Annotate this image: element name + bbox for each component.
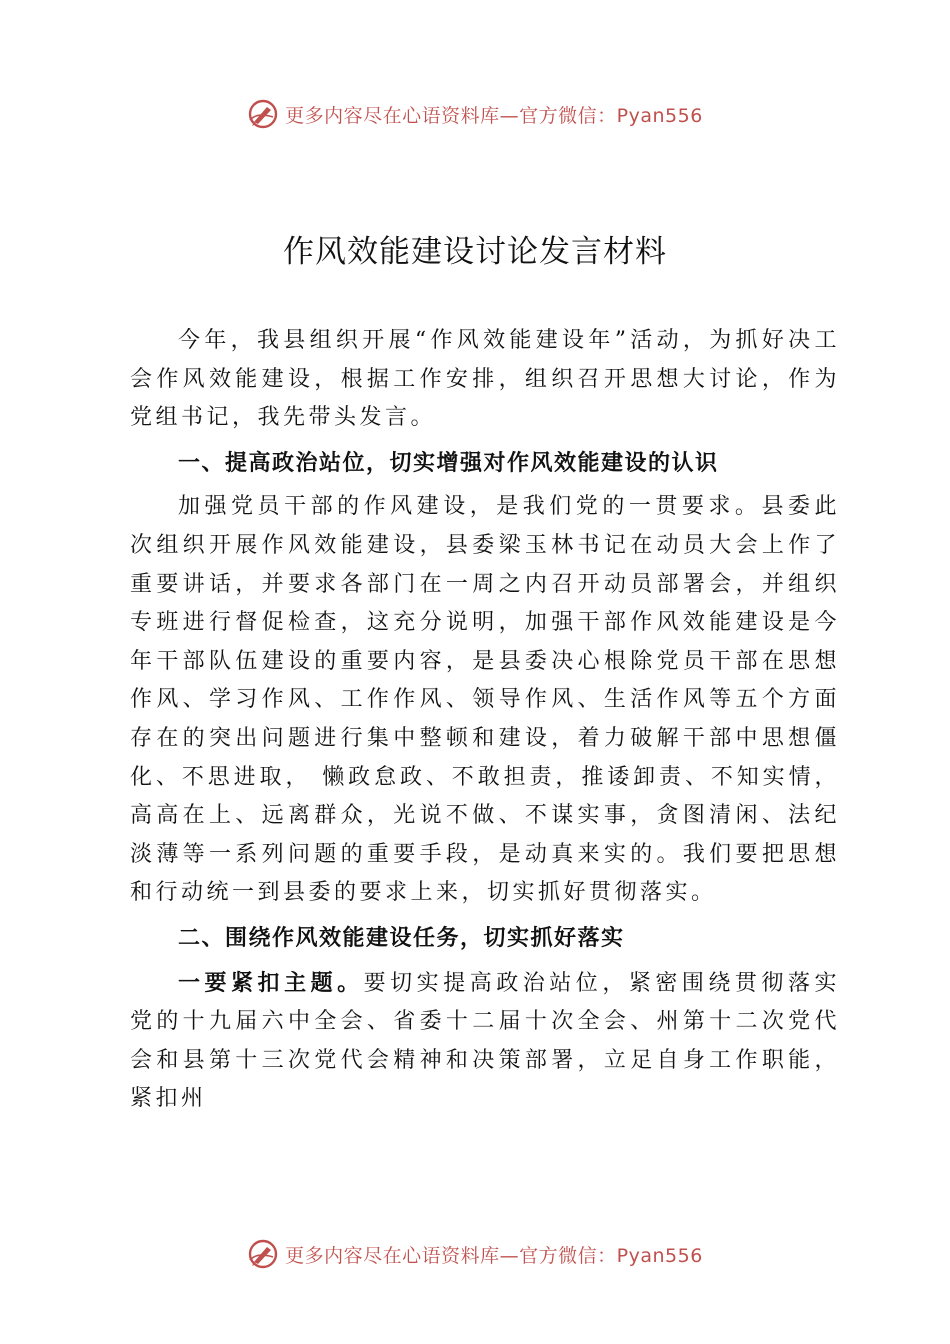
section-2-heading: 二、围绕作风效能建设任务，切实抓好落实 (178, 924, 625, 951)
pen-logo-icon (247, 98, 279, 130)
section-1-paragraph: 加强党员干部的作风建设，是我们党的一贯要求。县委此次组织开展作风效能建设，县委梁玉林书记在动员大会上作了重要讲话，并要求各部门在一周之内召开动员部署会，并组织专班进行督促检查，这充分说明，加强干部作风效能建设是今年干部队伍建设的重要内容，是县委决心根除党员干部在思想作风、学习作风、工作作风、领导作风、生活作风等五个方面存在的突出问题进行集中整顿和建设，着力破解干部中思想僵化、不思进取， 懒政怠政、不敢担责，推诿卸责、不知实情，高高在上、远离群众，光说不做、不谋实事，贪图清闲、法纪淡薄等一系列问题的重要手段，是动真来实的。我们要把思想和行动统一到县委的要求上来，切实抓好贯彻落实。 (130, 494, 840, 906)
header-watermark (0, 94, 950, 134)
point-1-body: 要切实提高政治站位，紧密围绕贯彻落实党的十九届六中全会、省委十二届十次全会、州第十二次党代会和县第十三次党代会精神和决策部署，立足自身工作职能，紧扣州 (130, 970, 840, 1112)
footer-watermark (0, 1234, 950, 1274)
section-1-heading: 一、提高政治站位，切实增强对作风效能建设的认识 (178, 449, 719, 476)
document-body (130, 322, 840, 1119)
point-1-lead: 一要紧扣主题。 (178, 969, 364, 996)
pen-logo-icon (247, 1238, 279, 1270)
intro-paragraph: 今年，我县组织开展“作风效能建设年”活动，为抓好决工会作风效能建设，根据工作安排，组织召开思想大讨论，作为党组书记，我先带头发言。 (130, 328, 840, 431)
watermark-text: 更多内容尽在心语资料库—官方微信：Pyan556 (285, 1244, 703, 1267)
watermark-text: 更多内容尽在心语资料库—官方微信：Pyan556 (285, 104, 703, 127)
section-2-point-1 (130, 964, 840, 1119)
document-title: 作风效能建设讨论发言材料 (283, 234, 667, 270)
